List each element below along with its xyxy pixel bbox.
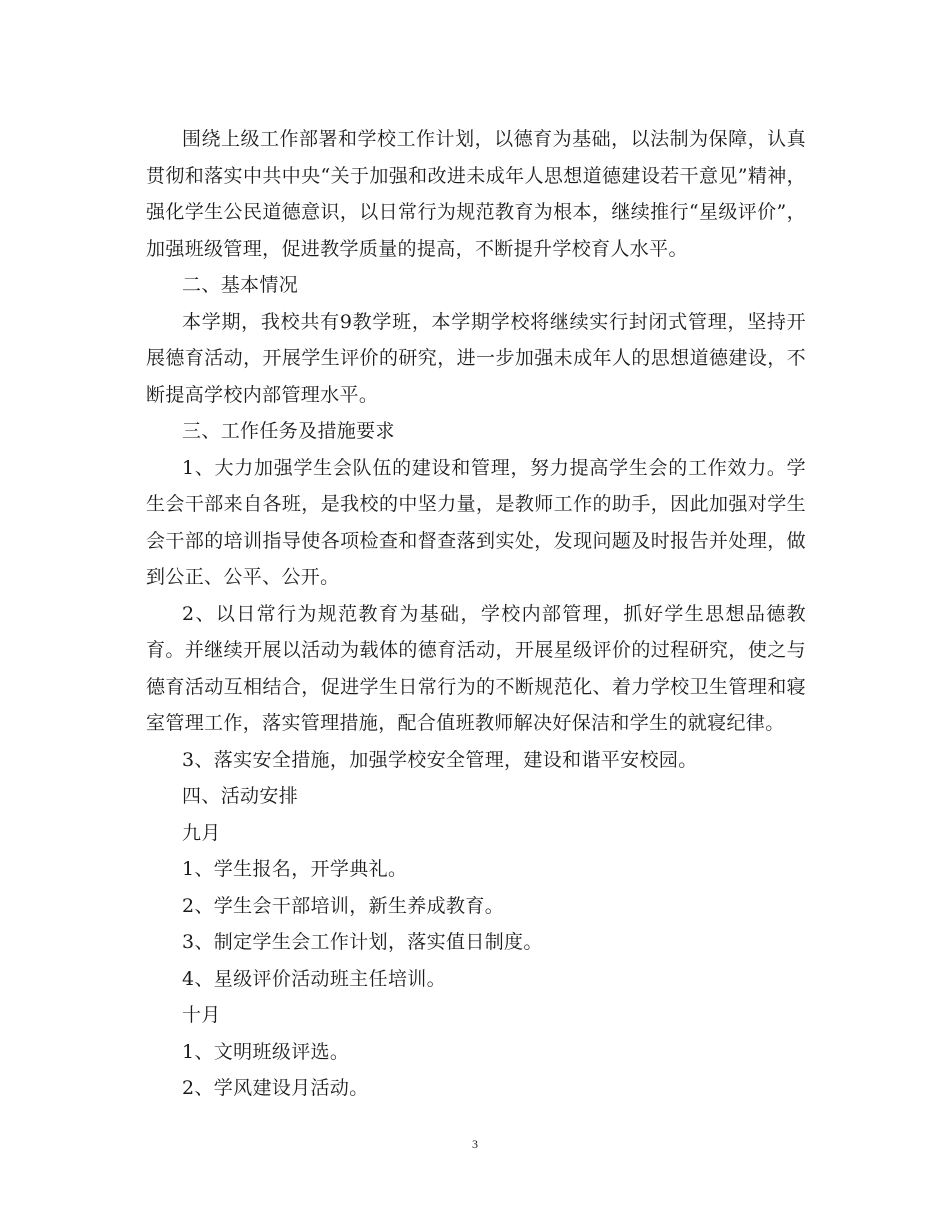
list-item: 1、文明班级评选。 <box>182 1040 350 1063</box>
document-body <box>146 121 806 1107</box>
list-item: 2、学生会干部培训，新生养成教育。 <box>182 894 505 917</box>
paragraph-intro: 围绕上级工作部署和学校工作计划，以德育为基础，以法制为保障，认真贯彻和落实中共中央“关于加强和改进未成年人思想道德建设若干意见”精神，强化学生公民道德意识，以日常行为规范教育为根本，继续推行“星级评价”，加强班级管理，促进教学质量的提高，不断提升学校育人水平。 <box>146 128 806 260</box>
paragraph-task-3: 3、落实安全措施，加强学校安全管理，建设和谐平安校园。 <box>182 748 698 771</box>
paragraph-basic-situation: 本学期，我校共有9教学班，本学期学校将继续实行封闭式管理，坚持开展德育活动，开展学生评价的研究，进一步加强未成年人的思想道德建设，不断提高学校内部管理水平。 <box>146 310 806 406</box>
heading-tasks-measures: 三、工作任务及措施要求 <box>182 420 395 442</box>
paragraph-task-2: 2、以日常行为规范教育为基础，学校内部管理，抓好学生思想品德教育。并继续开展以活动为载体的德育活动，开展星级评价的过程研究，使之与德育活动互相结合，促进学生日常行为的不断规范化、着力学校卫生管理和寝室管理工作，落实管理措施，配合值班教师解决好保洁和学生的就寝纪律。 <box>146 602 806 734</box>
heading-activity-schedule: 四、活动安排 <box>182 785 299 807</box>
month-october: 十月 <box>182 1004 221 1026</box>
paragraph-task-1: 1、大力加强学生会队伍的建设和管理，努力提高学生会的工作效力。学生会干部来自各班，是我校的中坚力量，是教师工作的助手，因此加强对学生会干部的培训指导使各项检查和督查落到实处，发现问题及时报告并处理，做到公正、公平、公开。 <box>146 456 806 588</box>
page-number: 3 <box>472 1137 478 1151</box>
heading-basic-situation: 二、基本情况 <box>182 274 299 296</box>
month-september: 九月 <box>182 821 221 844</box>
list-item: 4、星级评价活动班主任培训。 <box>182 967 446 990</box>
list-item: 3、制定学生会工作计划，落实值日制度。 <box>182 931 543 953</box>
list-item: 2、学风建设月活动。 <box>182 1077 369 1099</box>
list-item: 1、学生报名，开学典礼。 <box>182 858 408 880</box>
